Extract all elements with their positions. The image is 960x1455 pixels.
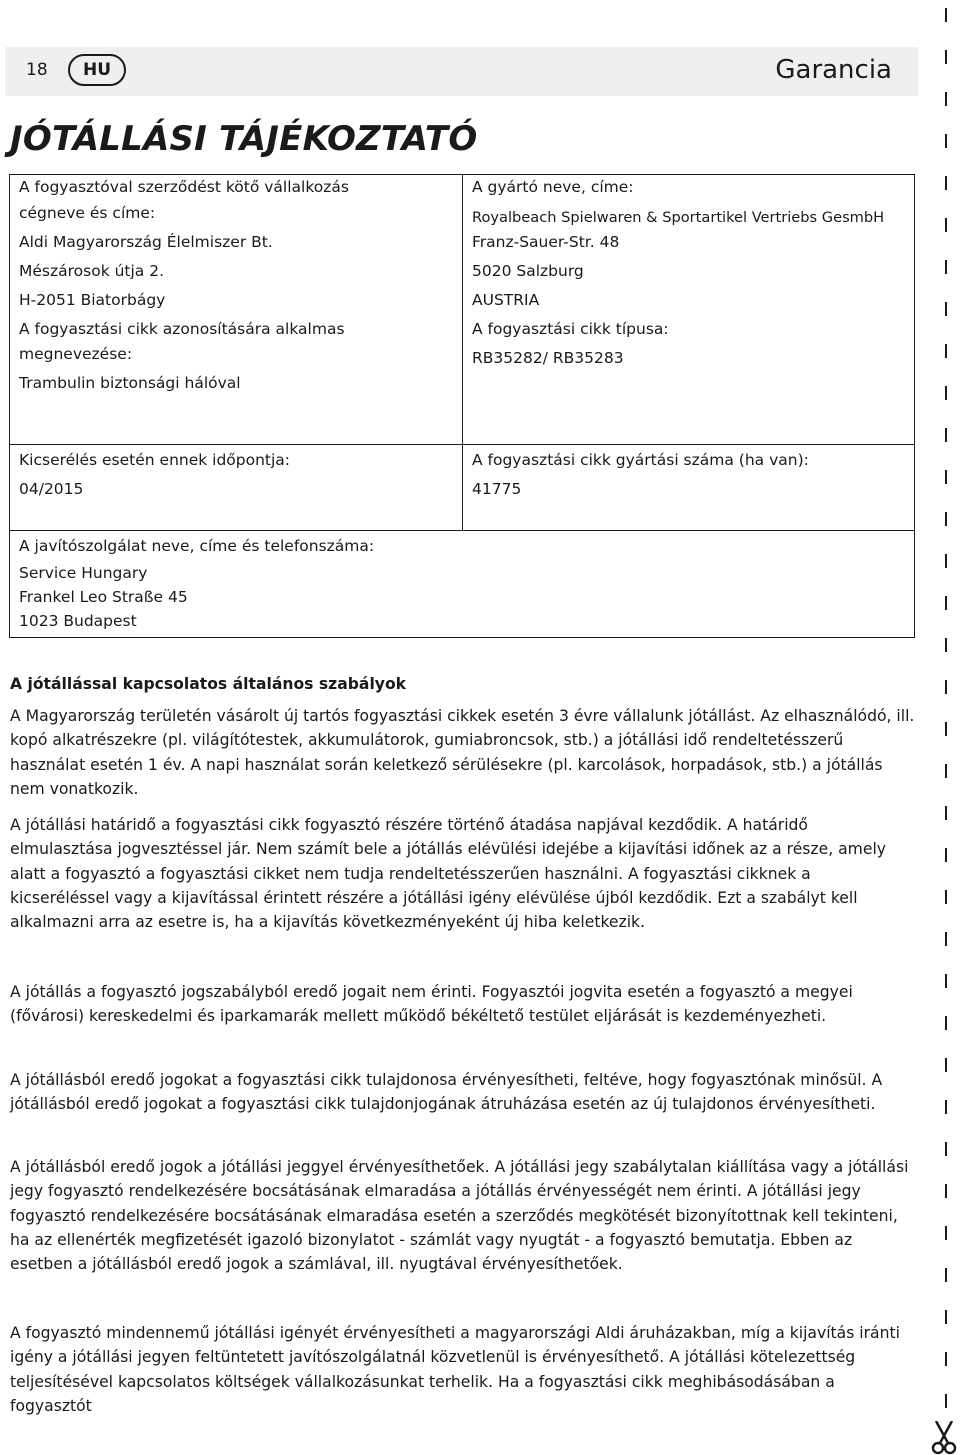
manufacturer-cell [462, 174, 915, 445]
cut-line-dash [945, 806, 947, 820]
seller-line: megnevezése: [19, 345, 133, 363]
paragraph: A jótállásból eredő jogokat a fogyasztási cikk tulajdonosa érvényesítheti, feltéve, hogy fogyasztónak minősül. A jótállásból eredő jogokat a fogyasztási cikk tulajdonjogának átruházása esetén az új tulajdonos érvényesítheti. [10, 1071, 883, 1114]
service-line: Service Hungary [19, 564, 148, 582]
cut-line-dash [945, 764, 947, 778]
cut-line-dash [945, 722, 947, 736]
service-line: Frankel Leo Straße 45 [19, 588, 188, 606]
page-number: 18 [26, 60, 48, 80]
manufacturer-line: 5020 Salzburg [472, 262, 584, 280]
exchange-label: Kicserélés esetén ennek időpontja: [19, 451, 291, 469]
warranty-info-table [9, 174, 915, 638]
cut-line-dash [945, 176, 947, 190]
manufacturer-line: AUSTRIA [472, 291, 540, 309]
cut-line-dash [945, 260, 947, 274]
scissors-icon [930, 1421, 958, 1455]
cut-line-dash [945, 344, 947, 358]
seller-cell [9, 174, 463, 445]
seller-line: H-2051 Biatorbágy [19, 291, 166, 309]
cut-line-dash [945, 974, 947, 988]
seller-line: Mészárosok útja 2. [19, 262, 165, 280]
cut-line-dash [945, 50, 947, 64]
cut-line-dash [945, 638, 947, 652]
serial-label: A fogyasztási cikk gyártási száma (ha van): [472, 451, 809, 469]
cut-line-dash [945, 890, 947, 904]
cut-line-dash [945, 1352, 947, 1366]
exchange-value: 04/2015 [19, 480, 84, 498]
cut-line-dash [945, 1226, 947, 1240]
cut-line-dash [945, 1394, 947, 1408]
cut-line-dash [945, 932, 947, 946]
cut-line-dash [945, 1268, 947, 1282]
language-badge: HU [68, 54, 126, 86]
cut-line-dash [945, 134, 947, 148]
cut-line-dash [945, 8, 947, 22]
manufacturer-line: RB35282/ RB35283 [472, 349, 624, 367]
paragraph: A jótállás a fogyasztó jogszabályból eredő jogait nem érinti. Fogyasztói jogvita esetén a fogyasztó a megyei (fővárosi) kereskedelmi és iparkamarák mellett működő békéltető testület eljárását is kezdeményezheti. [10, 983, 853, 1026]
manufacturer-line: Royalbeach Spielwaren & Sportartikel Vertriebs GesmbH [472, 209, 885, 226]
serial-number-cell [462, 444, 915, 531]
service-line: A javítószolgálat neve, címe és telefonszáma: [19, 537, 375, 555]
cut-line-dash [945, 596, 947, 610]
cut-line-dash [945, 302, 947, 316]
service-line: 1023 Budapest [19, 612, 137, 630]
section-title: Garancia [775, 55, 892, 85]
manufacturer-line: A gyártó neve, címe: [472, 178, 634, 196]
paragraph: A fogyasztó mindennemű jótállási igényét érvényesítheti a magyarországi Aldi áruházakban, míg a kijavítás iránti igény a jótállási jegyen feltüntetett javítószolgálatnál közvetlenül is érvényesíthető. A jótállási kötelezettség teljesítésével kapcsolatos költségek vállalkozásunkat terhelik. Ha a fogyasztási cikk meghibásodásában a fogyasztót [10, 1324, 900, 1415]
cut-line-dash [945, 554, 947, 568]
cut-line-dash [945, 1016, 947, 1030]
manufacturer-line: Franz-Sauer-Str. 48 [472, 233, 620, 251]
cut-line-dash [945, 386, 947, 400]
paragraph: A jótállásból eredő jogok a jótállási jeggyel érvényesíthetőek. A jótállási jegy szabálytalan kiállítása vagy a jótállási jegy fogyasztó rendelkezésére bocsátásának elmaradása a jótállás érvényességét nem érinti. A jótállási jegy fogyasztó rendelkezésére bocsátásának elmaradása esetén a szerződés megkötését bizonyítottnak kell tekinteni, ha az ellenérték megfizetését igazoló bizonylatot - számlát vagy nyugtát - a fogyasztó bemutatja. Ebben az esetben a jótállásból eredő jogok a számlával, ill. nyugtával érvényesíthetőek. [10, 1158, 909, 1274]
cut-line-dash [945, 470, 947, 484]
serial-value: 41775 [472, 480, 522, 498]
paragraph: A Magyarország területén vásárolt új tartós fogyasztási cikkek esetén 3 évre vállalunk jótállást. Az elhasználódó, ill. kopó alkatrészekre (pl. világítótestek, akkumulátorok, gumiabroncsok, stb.) a jótállási idő rendeltetésszerű használat esetén 1 év. A napi használat során keletkező sérülésekre (pl. karcolások, horpadások, stb.) a jótállás nem vonatkozik. [10, 707, 915, 798]
seller-line: cégneve és címe: [19, 204, 156, 222]
cut-line-dash [945, 1310, 947, 1324]
cut-line-dash [945, 512, 947, 526]
cut-line-dash [945, 1184, 947, 1198]
cut-line-dash [945, 680, 947, 694]
document-title: JÓTÁLLÁSI TÁJÉKOZTATÓ [10, 119, 478, 159]
cut-line-dash [945, 1058, 947, 1072]
cut-line-dash [945, 92, 947, 106]
cut-line-dash [945, 1142, 947, 1156]
cut-line-dash [945, 218, 947, 232]
cut-line-dash [945, 848, 947, 862]
cut-line-dash [945, 428, 947, 442]
manufacturer-line: A fogyasztási cikk típusa: [472, 320, 669, 338]
seller-line: Aldi Magyarország Élelmiszer Bt. [19, 233, 273, 251]
cut-line-dash [945, 1100, 947, 1114]
seller-line: A fogyasztóval szerződést kötő vállalkozás [19, 178, 349, 196]
paragraph: A jótállási határidő a fogyasztási cikk fogyasztó részére történő átadása napjával kezdődik. A határidő elmulasztása jogvesztéssel jár. Nem számít bele a jótállás elévülési idejébe a kijavítási időnek az a része, amely alatt a fogyasztó a fogyasztási cikket nem tudja rendeltetésszerűen használni. A fogyasztási cikknek a kicseréléssel vagy a kijavítással érintett részére a jótállási igény elévülése újból kezdődik. Ezt a szabályt kell alkalmazni arra az esetre is, ha a kijavítás következményeként új hiba keletkezik. [10, 816, 887, 932]
seller-line: Trambulin biztonsági hálóval [19, 374, 241, 392]
service-cell [9, 530, 915, 638]
rules-heading: A jótállással kapcsolatos általános szabályok [10, 675, 407, 693]
seller-line: A fogyasztási cikk azonosítására alkalmas [19, 320, 345, 338]
exchange-date-cell [9, 444, 463, 531]
cut-line [937, 0, 955, 1455]
